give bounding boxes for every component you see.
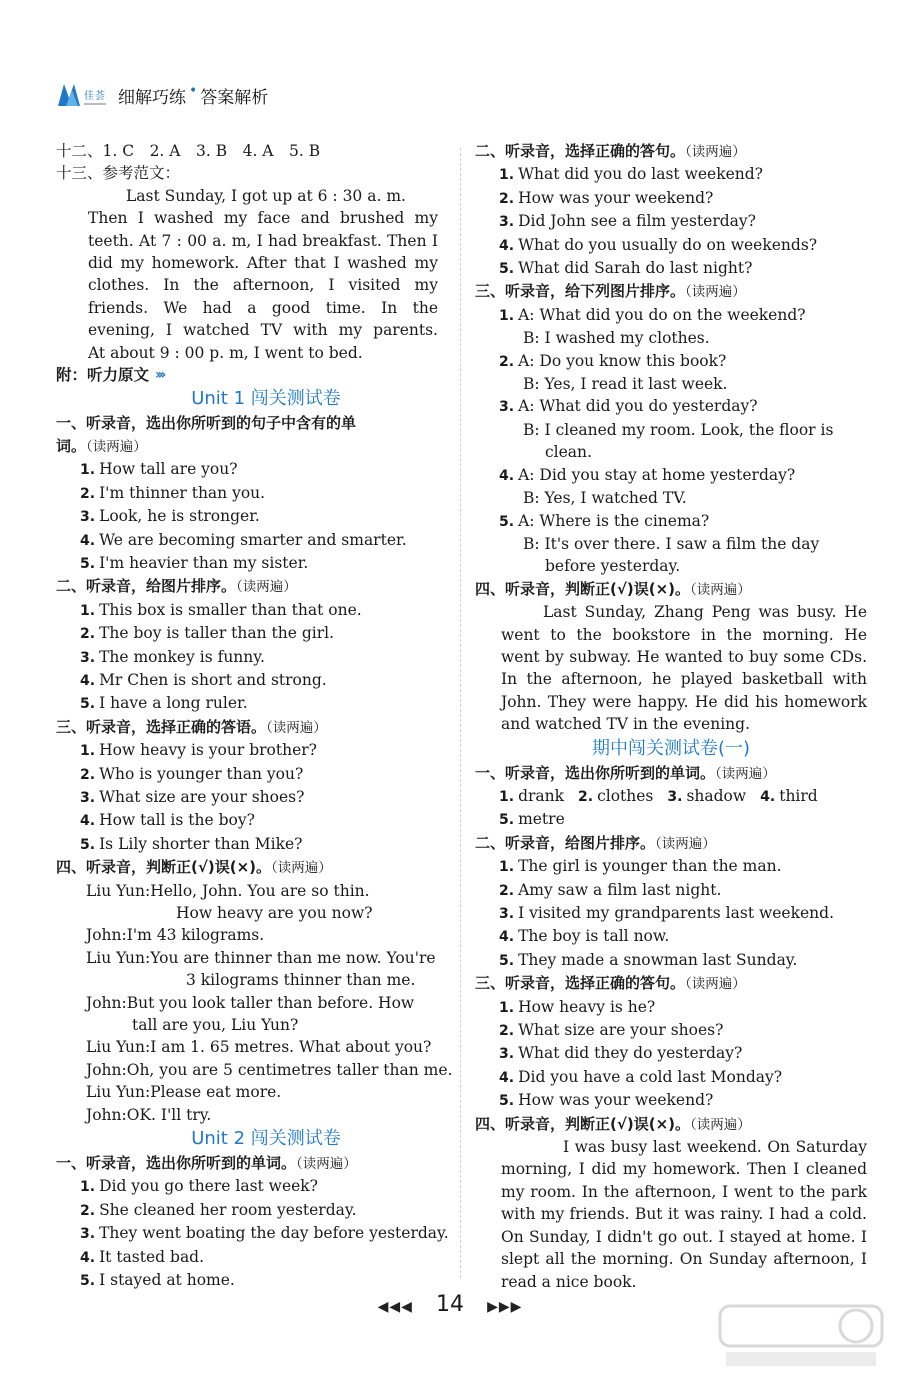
line-a: A: Did you stay at home yesterday? <box>518 465 796 484</box>
u1-section1-title-cont: 词。（读两遍） <box>56 436 147 455</box>
u1-section4-title: 四、听录音，判断正(√)误(×)。（读两遍） <box>56 858 332 877</box>
item-text: How heavy is your brother? <box>99 741 317 760</box>
item-text: They went boating the day before yesterday. <box>99 1224 449 1243</box>
utterance: I'm 43 kilograms. <box>126 926 265 945</box>
dialog-line <box>56 1104 446 1126</box>
item-number: 3. <box>499 906 515 922</box>
brand-dot: • <box>189 83 198 99</box>
utterance: OK. I'll try. <box>126 1105 212 1124</box>
list-item <box>56 692 446 715</box>
appendix-heading <box>56 364 446 386</box>
item-number: 3. <box>80 509 96 526</box>
dialog-b: B: Yes, I read it last week. <box>523 375 728 394</box>
item-number: 2. <box>80 1202 96 1219</box>
list-item <box>475 163 867 186</box>
r-section3-dialogs <box>475 304 867 578</box>
item-number: 5. <box>499 513 515 530</box>
dialog-a <box>475 395 867 418</box>
list-item <box>56 529 446 552</box>
dialog-line <box>56 902 446 924</box>
item-number: 4. <box>499 467 515 484</box>
list-item <box>475 1042 867 1065</box>
essay-line: friends. We had a good time. In the <box>88 298 438 317</box>
u1-section2-title: 二、听录音，给图片排序。（读两遍） <box>56 577 297 596</box>
utterance: I am 1. 65 metres. What about you? <box>150 1038 432 1057</box>
list-item <box>475 257 867 280</box>
speaker: Liu Yun: <box>86 1083 151 1102</box>
item-text: What size are your shoes? <box>518 1021 724 1040</box>
dialog-line <box>56 992 446 1014</box>
u1-section1-list <box>56 458 446 575</box>
appendix-label: 附：听力原文 <box>56 366 150 385</box>
list-item <box>475 1089 867 1112</box>
u2-section1-list <box>56 1175 449 1292</box>
list-item <box>56 809 446 832</box>
m-section4-title: 四、听录音，判断正(√)误(×)。（读两遍） <box>475 1114 751 1133</box>
item-number: 3. <box>80 789 96 806</box>
line-a: A: What did you do on the weekend? <box>518 305 806 324</box>
dialog-line <box>56 947 446 969</box>
item-text: Amy saw a film last night. <box>518 880 722 899</box>
utterance: tall are you, Liu Yun? <box>132 1016 299 1035</box>
word: clothes <box>597 786 654 805</box>
triple-chevron-icon: ››› <box>155 367 164 384</box>
dialog-line <box>56 1059 453 1081</box>
list-item <box>475 879 867 902</box>
item-text: How heavy is he? <box>518 997 656 1016</box>
word: drank <box>518 786 565 805</box>
u1-section3-title: 三、听录音，选择正确的答语。（读两遍） <box>56 717 327 736</box>
essay-line: Then I washed my face and brushed my <box>88 209 438 228</box>
item-number: 3. <box>499 214 515 231</box>
dialog-b: B: I washed my clothes. <box>523 329 710 348</box>
r-section2-title: 二、听录音，选择正确的答句。（读两遍） <box>475 142 746 160</box>
utterance: Oh, you are 5 centimetres taller than me. <box>126 1060 453 1079</box>
item-text: I'm thinner than you. <box>99 483 266 502</box>
item-number: 5. <box>499 261 515 278</box>
item-number: 1. <box>80 602 96 619</box>
midterm-title: 期中闯关测试卷(一) <box>591 737 751 759</box>
item-number: 4. <box>80 672 96 689</box>
list-item <box>56 1269 446 1292</box>
list-item <box>56 458 446 481</box>
dialog-a <box>475 304 867 327</box>
item-text: What did you do last weekend? <box>518 165 763 184</box>
item-text: What did they do yesterday? <box>518 1044 743 1063</box>
essay-line: Last Sunday, I got up at 6 : 30 a. m. <box>126 186 406 205</box>
essay-label: 十三、参考范文： <box>56 164 181 183</box>
essay-line: evening, I watched TV with my parents. <box>88 321 438 340</box>
item-number: 3. <box>80 649 96 666</box>
list-item <box>56 1199 446 1222</box>
item-number: 4. <box>80 813 96 830</box>
list-item <box>475 187 867 210</box>
dialog-a <box>475 464 867 487</box>
item-text: The monkey is funny. <box>99 647 265 666</box>
r-section4-passage: Last Sunday, Zhang Peng was busy. He went to the bookstore in the morning. He went by subway. He wanted to buy some CDs. In the afternoon, he played basketball with John. They were happy. He did his homework and watched TV in the evening. <box>501 603 867 734</box>
item-text: The boy is taller than the girl. <box>99 624 334 643</box>
utterance: Hello, John. You are so thin. <box>150 881 370 900</box>
item-number: 3. <box>499 1046 515 1063</box>
prev-arrows-icon: ◀◀◀ <box>377 1299 413 1315</box>
speaker: John: <box>86 1105 127 1124</box>
utterance: But you look taller than before. How <box>126 993 415 1012</box>
m-section4-passage: I was busy last weekend. On Saturday morning, I did my homework. Then I cleaned my room. In the afternoon, I went to the park with my friends. But it was rainy. I had a cold. On Sunday, I didn't go out. I stayed at home. I slept all the morning. On Sunday afternoon, I read a nice book. <box>501 1138 867 1291</box>
unit2-title: Unit 2 闯关测试卷 <box>191 1128 341 1150</box>
m-section2-list <box>475 855 867 972</box>
utterance: Please eat more. <box>150 1083 282 1102</box>
item-number: 2. <box>80 485 96 502</box>
item-number: 2. <box>499 1023 515 1040</box>
item-number: 2. <box>499 190 515 207</box>
essay-line: clothes. In the afternoon, I visited my <box>88 276 438 295</box>
line-a: A: Do you know this book? <box>518 351 727 370</box>
list-item <box>56 739 446 762</box>
dialog-b: B: I cleaned my room. Look, the floor is <box>523 420 834 439</box>
item-text: Did John see a film yesterday? <box>518 212 756 231</box>
unit1-title: Unit 1 闯关测试卷 <box>191 388 341 410</box>
speaker: Liu Yun: <box>86 881 151 900</box>
word: third <box>779 786 818 805</box>
item-text: Did you go there last week? <box>99 1177 318 1196</box>
dialog-line <box>56 1014 446 1036</box>
dialog-line <box>56 880 446 902</box>
item-text: How was your weekend? <box>518 1091 714 1110</box>
item-text: Did you have a cold last Monday? <box>518 1067 783 1086</box>
list-item <box>56 646 446 669</box>
list-item <box>56 505 446 528</box>
speaker: John: <box>86 1060 127 1079</box>
item-number: 2. <box>80 766 96 783</box>
item-number: 5. <box>80 696 96 713</box>
r-section3-title: 三、听录音，给下列图片排序。（读两遍） <box>475 282 746 301</box>
dialog-line <box>56 1036 446 1058</box>
dialog-a <box>475 510 867 533</box>
next-arrows-icon: ▶▶▶ <box>487 1299 523 1315</box>
page-number: 14 <box>436 1292 464 1317</box>
brand-title: 细解巧练 <box>118 87 186 108</box>
item-number: 3. <box>667 788 683 805</box>
item-text: Look, he is stronger. <box>99 507 260 526</box>
u1-section2-list <box>56 599 446 716</box>
utterance: How heavy are you now? <box>176 904 373 922</box>
dialog-b: B: Yes, I watched TV. <box>523 489 687 508</box>
list-item <box>475 855 867 878</box>
item-number: 1. <box>499 307 515 324</box>
m-section1-words <box>475 785 867 808</box>
item-text: I'm heavier than my sister. <box>99 553 309 572</box>
list-item <box>56 552 446 575</box>
speaker: John: <box>86 926 127 945</box>
item-number: 1. <box>80 1179 96 1196</box>
item-text: How was your weekend? <box>518 188 714 207</box>
dialog-line <box>56 924 446 946</box>
list-item <box>475 902 867 925</box>
dialog-b: before yesterday. <box>545 557 681 576</box>
dialog-b: clean. <box>545 443 592 462</box>
u1-section1-title: 一、听录音，选出你所听到的句子中含有的单 <box>56 414 357 433</box>
column-divider <box>460 148 461 1278</box>
m-section2-title: 二、听录音，给图片排序。（读两遍） <box>475 833 716 852</box>
item-number: 1. <box>499 167 515 184</box>
left-column <box>56 140 453 1293</box>
line-a: A: What did you do yesterday? <box>518 397 758 416</box>
word: metre <box>518 810 565 829</box>
item-text: I have a long ruler. <box>99 694 248 713</box>
item-text: It tasted bad. <box>99 1247 205 1266</box>
item-text: How tall is the boy? <box>99 811 255 830</box>
page-header <box>56 78 268 112</box>
list-item <box>56 763 446 786</box>
item-text: She cleaned her room yesterday. <box>99 1200 357 1219</box>
u1-section3-list <box>56 739 446 856</box>
item-text: We are becoming smarter and smarter. <box>99 530 407 549</box>
m-section3-title: 三、听录音，选择正确的答句。（读两遍） <box>475 974 746 993</box>
speaker: Liu Yun: <box>86 1038 151 1057</box>
item-number: 4. <box>80 532 96 549</box>
item-number: 1. <box>80 743 96 760</box>
item-text: They made a snowman last Sunday. <box>518 950 798 969</box>
answers-line: 十二、1. C 2. A 3. B 4. A 5. B <box>56 142 321 160</box>
item-number: 4. <box>499 1069 515 1086</box>
dialog-line <box>56 969 446 991</box>
item-text: I stayed at home. <box>99 1271 235 1290</box>
item-number: 2. <box>80 626 96 643</box>
item-number: 5. <box>499 1093 515 1110</box>
item-text: Mr Chen is short and strong. <box>99 670 327 689</box>
item-number: 1. <box>499 999 515 1016</box>
line-a: A: Where is the cinema? <box>518 511 710 530</box>
item-text: Who is younger than you? <box>99 764 304 783</box>
item-text: The girl is younger than the man. <box>518 857 782 876</box>
item-number: 3. <box>499 399 515 416</box>
item-number: 1. <box>499 788 515 805</box>
list-item <box>56 669 446 692</box>
list-item <box>475 210 867 233</box>
item-number: 5. <box>80 836 96 853</box>
m-section1-title: 一、听录音，选出你所听到的单词。（读两遍） <box>475 763 776 782</box>
item-number: 5. <box>499 812 515 829</box>
item-number: 4. <box>499 929 515 946</box>
item-number: 4. <box>760 788 776 805</box>
list-item <box>56 599 446 622</box>
word: shadow <box>686 786 747 805</box>
item-number: 2. <box>578 788 594 805</box>
svg-text:佳: 佳 <box>84 91 94 102</box>
item-text: Is Lily shorter than Mike? <box>99 834 303 853</box>
item-number: 1. <box>80 462 96 479</box>
list-item <box>56 786 446 809</box>
list-item <box>475 234 867 257</box>
list-item <box>56 1222 449 1245</box>
u1-dialog <box>56 880 453 1126</box>
speaker: John: <box>86 993 127 1012</box>
item-number: 3. <box>80 1226 96 1243</box>
list-item <box>475 949 867 972</box>
speaker: Liu Yun: <box>86 948 151 967</box>
item-number: 5. <box>80 555 96 572</box>
right-column <box>475 140 867 1293</box>
essay-line: teeth. At 7 : 00 a. m, I had breakfast. Then I <box>88 231 438 250</box>
m-section1-words-2 <box>475 808 867 831</box>
list-item <box>56 622 446 645</box>
m-section3-list <box>475 996 867 1113</box>
item-text: How tall are you? <box>99 460 238 479</box>
brand-logo <box>56 78 110 112</box>
essay-block <box>56 185 446 364</box>
u2-section1-title: 一、听录音，选出你所听到的单词。（读两遍） <box>56 1154 357 1173</box>
item-number: 1. <box>499 859 515 876</box>
item-text: I visited my grandparents last weekend. <box>518 904 835 922</box>
item-number: 4. <box>80 1249 96 1266</box>
list-item <box>475 1019 867 1042</box>
dialog-line <box>56 1081 446 1103</box>
list-item <box>56 1175 446 1198</box>
list-item <box>56 833 446 856</box>
list-item <box>475 996 867 1019</box>
item-number: 5. <box>80 1273 96 1290</box>
list-item <box>56 1246 446 1269</box>
essay-line: At about 9 : 00 p. m, I went to bed. <box>88 343 363 362</box>
item-number: 2. <box>499 353 515 370</box>
essay-line: did my homework. After that I washed my <box>88 254 438 273</box>
dialog-b: B: It's over there. I saw a film the day <box>523 534 820 553</box>
svg-text:荟: 荟 <box>95 91 105 102</box>
r-section4-title: 四、听录音，判断正(√)误(×)。（读两遍） <box>475 579 751 598</box>
item-text: What do you usually do on weekends? <box>518 235 818 254</box>
r-section2-list <box>475 163 867 280</box>
item-text: What did Sarah do last night? <box>518 259 753 278</box>
utterance: 3 kilograms thinner than me. <box>186 971 416 990</box>
item-number: 2. <box>499 882 515 899</box>
item-number: 5. <box>499 952 515 969</box>
watermark-stamp <box>716 1302 886 1372</box>
item-text: The boy is tall now. <box>518 927 670 946</box>
dialog-a <box>475 350 867 373</box>
utterance: You are thinner than me now. You're <box>150 948 436 967</box>
list-item <box>56 482 446 505</box>
item-text: What size are your shoes? <box>99 787 305 806</box>
item-text: This box is smaller than that one. <box>99 600 362 619</box>
item-number: 4. <box>499 237 515 254</box>
brand-subtitle: 答案解析 <box>200 87 269 108</box>
list-item <box>475 925 867 948</box>
list-item <box>475 1066 867 1089</box>
